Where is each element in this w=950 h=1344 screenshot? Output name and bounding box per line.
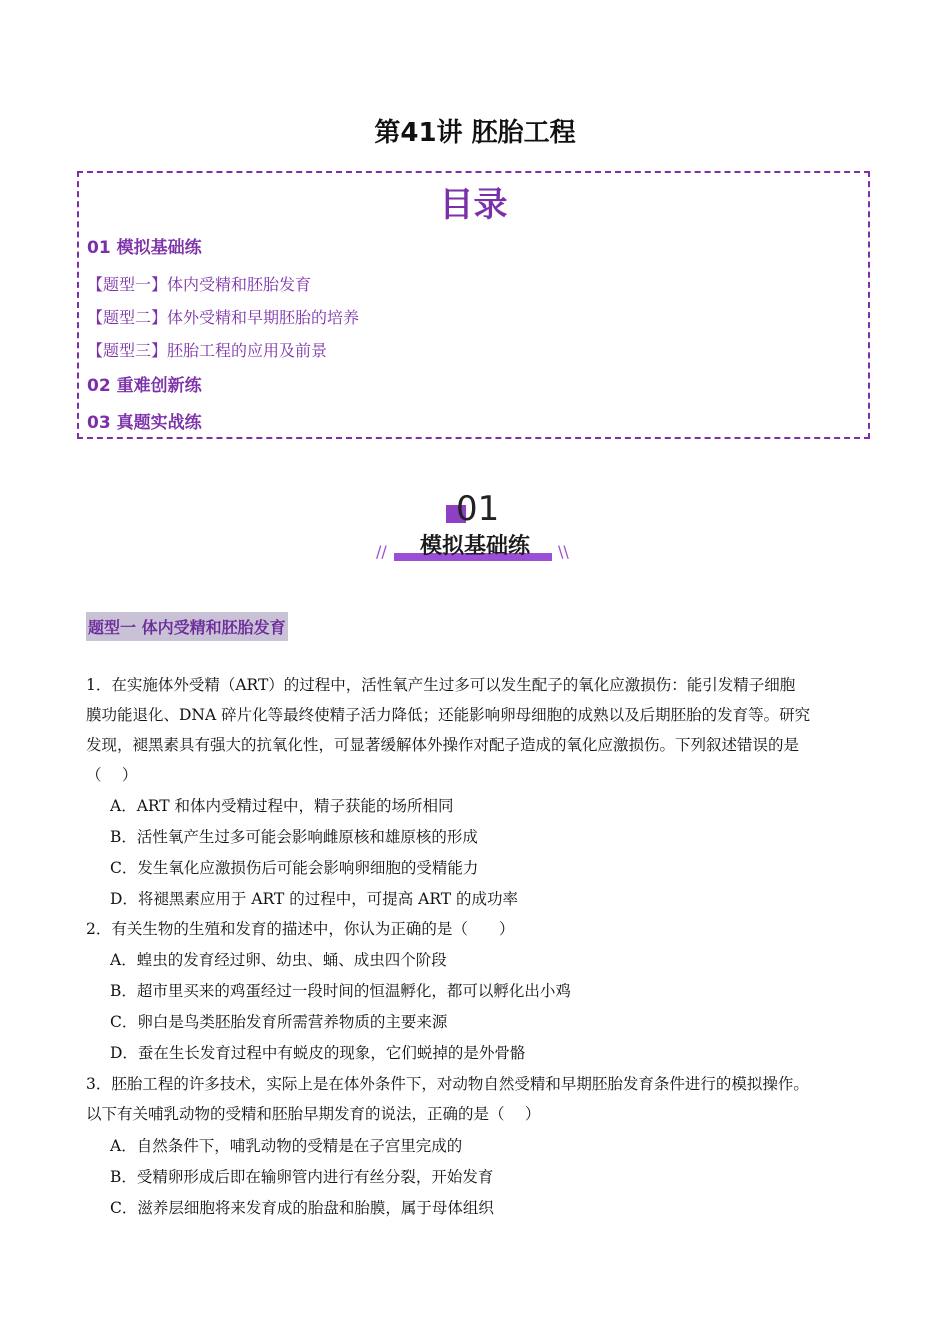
question-2-option-d: D．蚕在生长发育过程中有蜕皮的现象，它们蜕掉的是外骨骼 (110, 1044, 526, 1062)
slash-left-decoration: // (376, 542, 387, 561)
question-2-option-a: A．蝗虫的发育经过卵、幼虫、蛹、成虫四个阶段 (110, 951, 447, 969)
question-3-line-1: 3．胚胎工程的许多技术，实际上是在体外条件下，对动物自然受精和早期胚胎发育条件进行的模拟操作。 (86, 1075, 809, 1093)
question-1-line-2: 膜功能退化、DNA 碎片化等最终使精子活力降低；还能影响卵母细胞的成熟以及后期胚胎的发育等。研究 (86, 706, 811, 724)
toc-item-type-2[interactable]: 【题型二】体外受精和早期胚胎的培养 (87, 308, 360, 327)
question-2-option-c: C．卵白是鸟类胚胎发育所需营养物质的主要来源 (110, 1013, 448, 1031)
toc-item-exam[interactable]: 03 真题实战练 (87, 413, 202, 433)
question-3-option-a: A．自然条件下，哺乳动物的受精是在子宫里完成的 (110, 1137, 463, 1155)
question-1-option-c: C．发生氧化应激损伤后可能会影响卵细胞的受精能力 (110, 859, 479, 877)
toc-heading: 目录 (439, 185, 508, 225)
question-1-line-3: 发现，褪黑素具有强大的抗氧化性，可显著缓解体外操作对配子造成的氧化应激损伤。下列叙述错误的是 (86, 736, 800, 754)
type-heading: 题型一 体内受精和胚胎发育 (86, 612, 288, 641)
toc-item-type-1[interactable]: 【题型一】体内受精和胚胎发育 (87, 275, 312, 294)
page-title: 第41讲 胚胎工程 (374, 118, 576, 148)
section-label: 模拟基础练 (419, 534, 530, 559)
question-3-option-c: C．滋养层细胞将来发育成的胎盘和胎膜，属于母体组织 (110, 1199, 494, 1217)
toc-item-type-3[interactable]: 【题型三】胚胎工程的应用及前景 (87, 341, 328, 360)
question-1-option-d: D．将褪黑素应用于 ART 的过程中，可提高 ART 的成功率 (110, 890, 518, 908)
section-number: 01 (456, 489, 500, 529)
question-3-option-b: B．受精卵形成后即在输卵管内进行有丝分裂，开始发育 (110, 1168, 494, 1186)
question-1-option-b: B．活性氧产生过多可能会影响雌原核和雄原核的形成 (110, 828, 478, 846)
section-badge (370, 485, 580, 575)
table-of-contents (77, 171, 870, 439)
question-1-option-a: A．ART 和体内受精过程中，精子获能的场所相同 (110, 797, 454, 815)
question-2-line-1: 2．有关生物的生殖和发育的描述中，你认为正确的是（ ） (86, 920, 515, 938)
question-1-line-4: （ ） (86, 766, 138, 784)
question-3-line-2: 以下有关哺乳动物的受精和胚胎早期发育的说法，正确的是（ ） (86, 1105, 541, 1123)
toc-item-simulation[interactable]: 01 模拟基础练 (87, 238, 202, 258)
question-2-option-b: B．超市里买来的鸡蛋经过一段时间的恒温孵化，都可以孵化出小鸡 (110, 982, 571, 1000)
slash-right-decoration: \\ (558, 542, 569, 561)
toc-item-difficult[interactable]: 02 重难创新练 (87, 376, 202, 396)
question-1-line-1: 1．在实施体外受精（ART）的过程中，活性氧产生过多可以发生配子的氧化应激损伤：能引发精子细胞 (86, 676, 796, 694)
